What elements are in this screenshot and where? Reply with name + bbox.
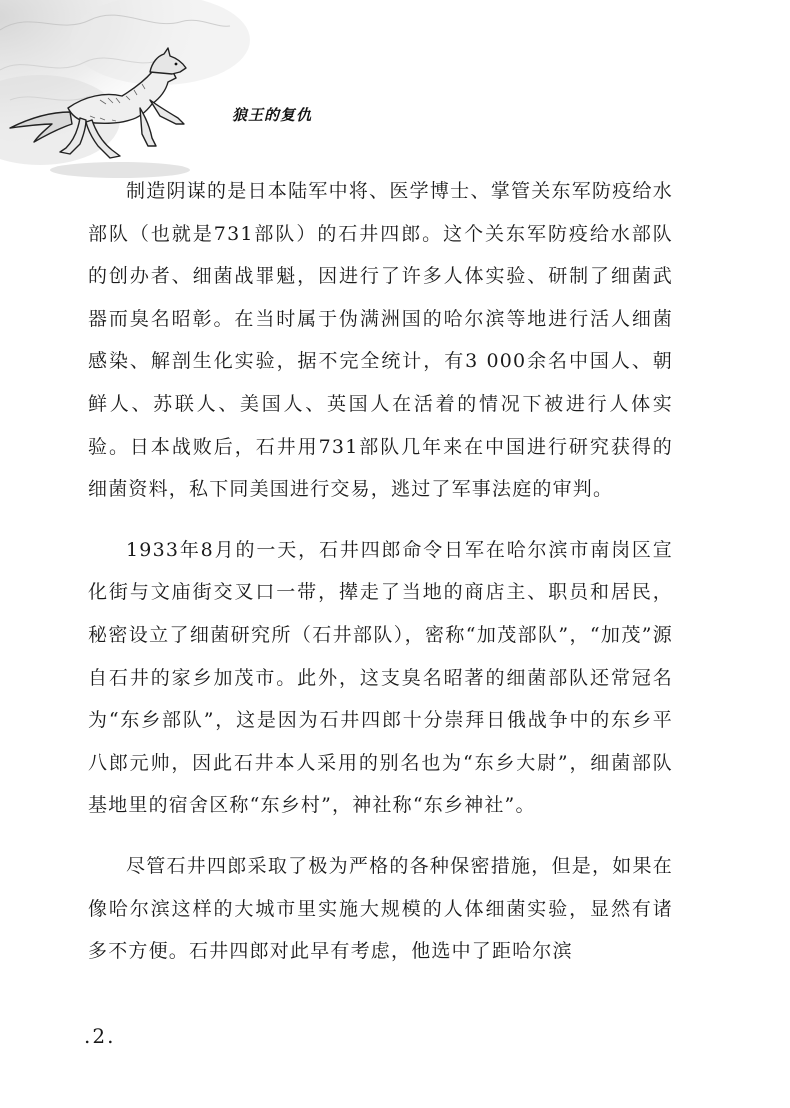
paragraph: 尽管石井四郎采取了极为严格的各种保密措施，但是，如果在像哈尔滨这样的大城市里实施大规模的人体细菌实验，显然有诸多不方便。石井四郎对此早有考虑，他选中了距哈尔滨 xyxy=(88,854,673,963)
paragraph: 1933年8月的一天，石井四郎命令日军在哈尔滨市南岗区宣化街与文庙街交叉口一带，撵走了当地的商店主、职员和居民，秘密设立了细菌研究所（石井部队），密称“加茂部队”，“加茂”源自石井的家乡加茂市。此外，这支臭名昭著的细菌部队还常冠名为“东乡部队”，这是因为石井四郎十分崇拜日俄战争中的东乡平八郎元帅，因此石井本人采用的别名也为“东乡大尉”，细菌部队基地里的宿舍区称“东乡村”，神社称“东乡神社”。 xyxy=(88,538,673,817)
wolf-illustration xyxy=(0,0,330,190)
running-title: 狼王的复仇 xyxy=(232,106,313,124)
page-number: .2. xyxy=(84,1024,116,1048)
body-text xyxy=(88,170,673,991)
paragraph: 制造阴谋的是日本陆军中将、医学博士、掌管关东军防疫给水部队（也就是731部队）的石井四郎。这个关东军防疫给水部队的创办者、细菌战罪魁，因进行了许多人体实验、研制了细菌武器而臭名昭彰。在当时属于伪满洲国的哈尔滨等地进行活人细菌感染、解剖生化实验，据不完全统计，有3 000余名中国人、朝鲜人、苏联人、美国人、英国人在活着的情况下被进行人体实验。日本战败后，石井用731部队几年来在中国进行研究获得的细菌资料，私下同美国进行交易，逃过了军事法庭的审判。 xyxy=(88,180,673,501)
